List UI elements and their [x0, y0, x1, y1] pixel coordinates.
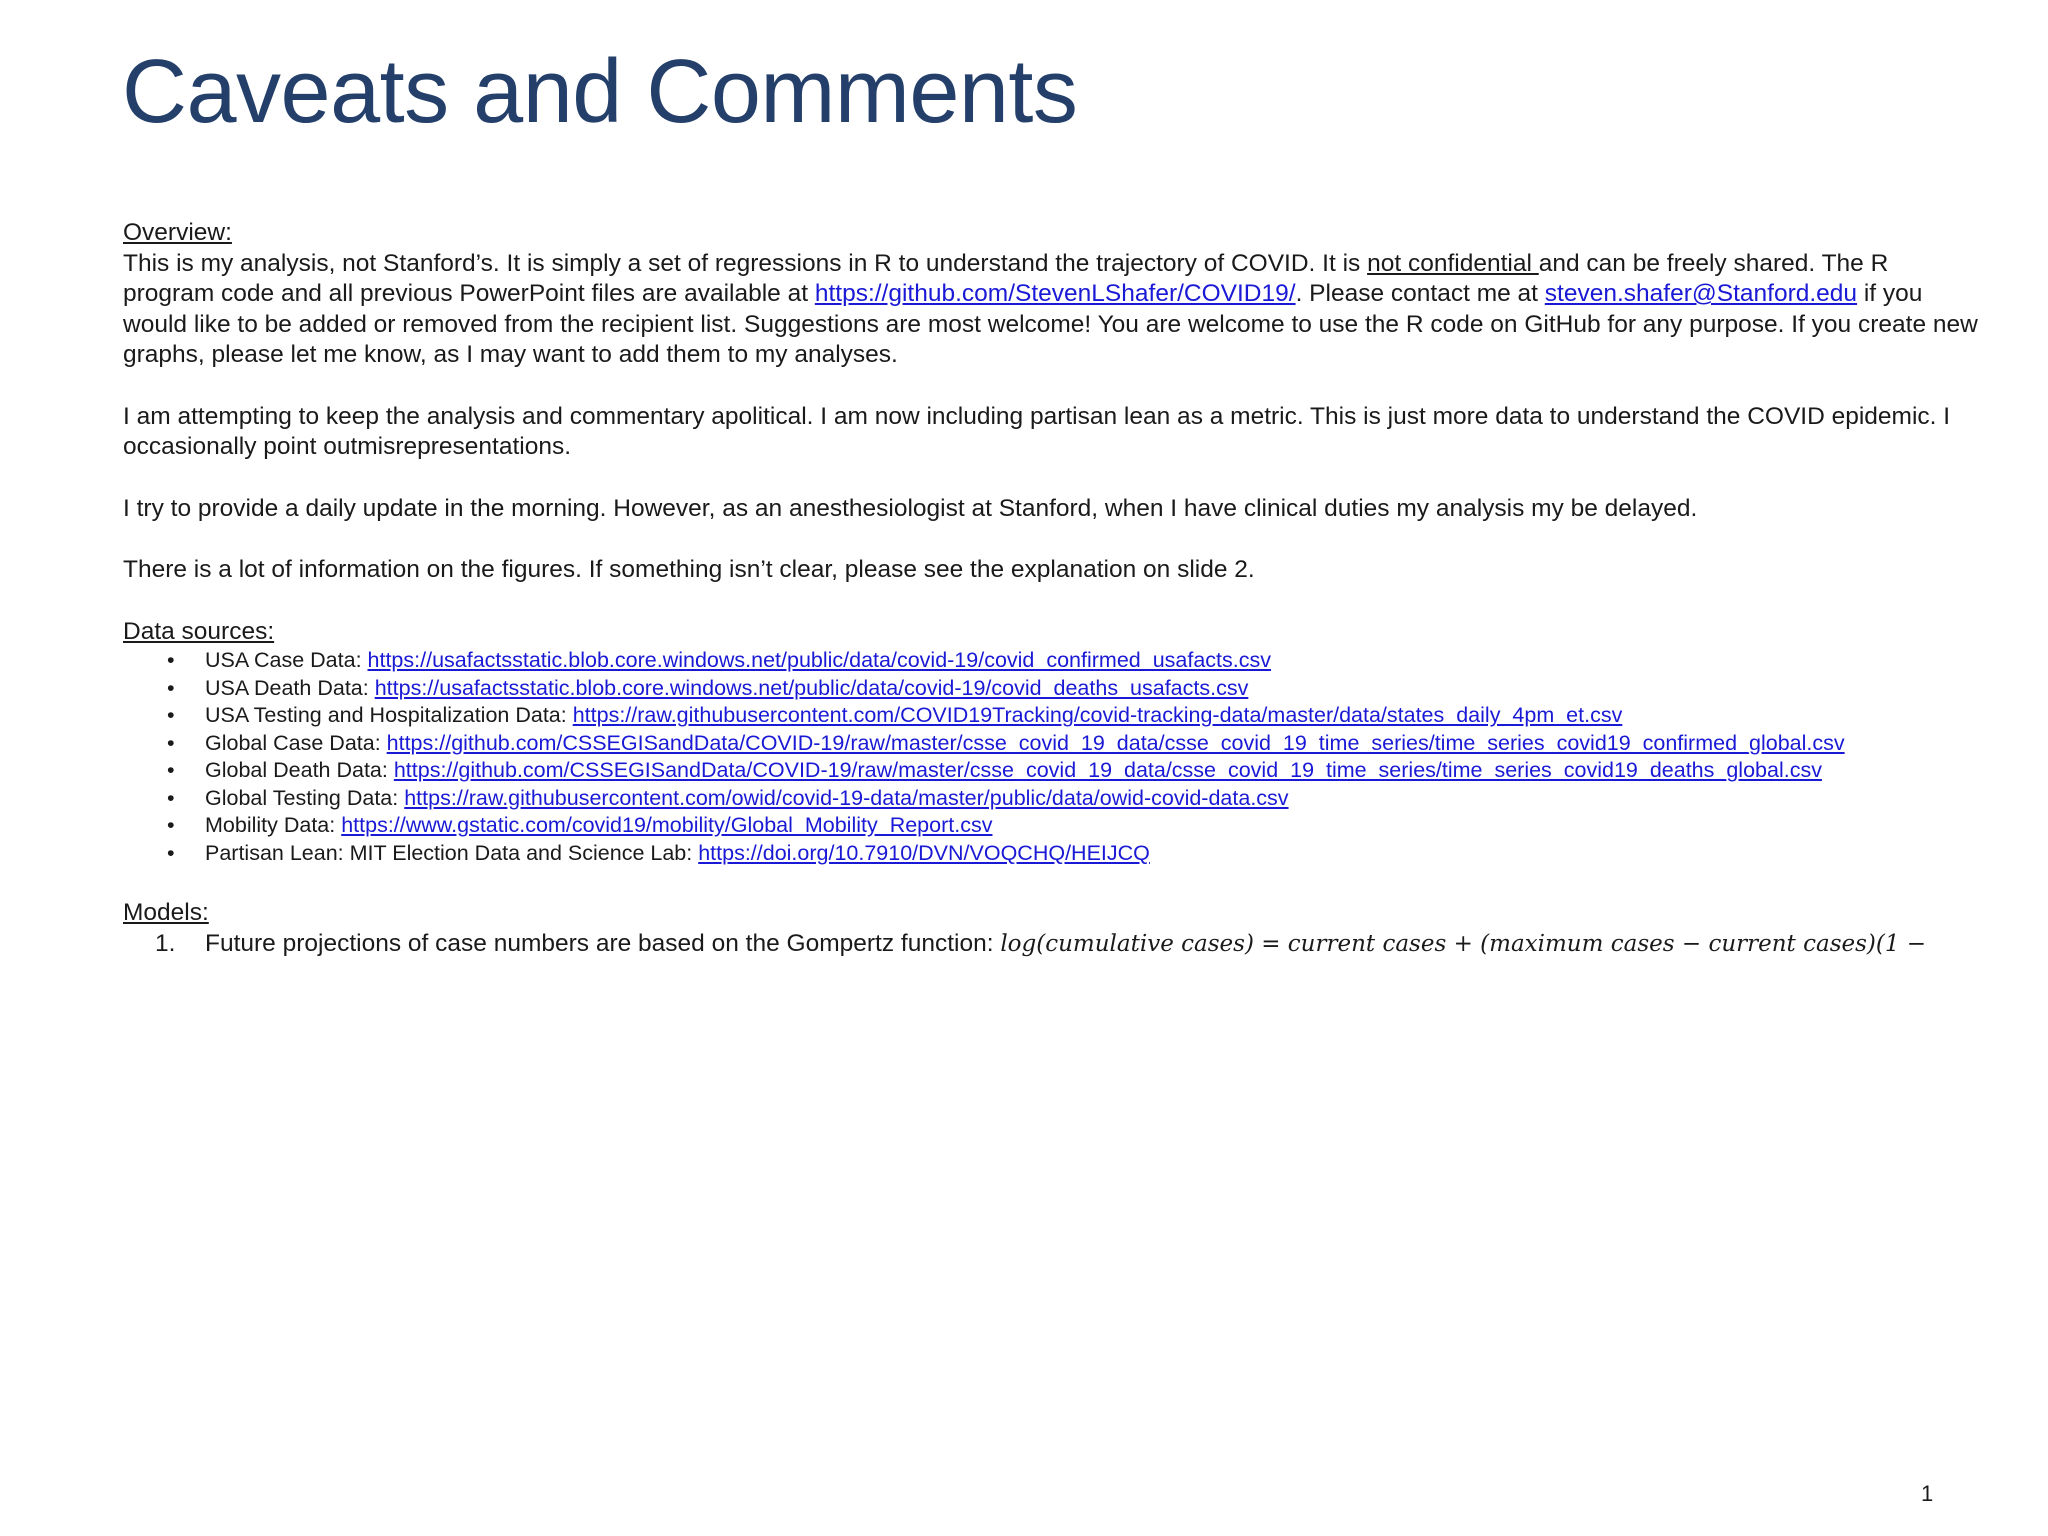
spacer [123, 371, 1983, 402]
data-source-item [123, 647, 1983, 675]
not-confidential-text: not confidential [1367, 249, 1539, 277]
data-source-item [123, 675, 1983, 703]
slide-title: Caveats and Comments [122, 42, 1078, 142]
spacer [123, 867, 1983, 898]
gompertz-formula: log(cumulative cases) = current cases + (maximum cases − current cases)(1 − [1000, 930, 1927, 957]
overview-paragraph-4: There is a lot of information on the figures. If something isn’t clear, please see the explanation on slide 2. [123, 556, 1255, 583]
page-number: 1 [1921, 1481, 1934, 1506]
data-source-item [123, 757, 1983, 785]
data-source-label: Global Death Data: [205, 758, 394, 782]
data-source-link[interactable]: https://github.com/CSSEGISandData/COVID-19/raw/master/csse_covid_19_data/csse_covid_19_time_series/time_series_covid19_deaths_global.csv [393, 758, 1822, 782]
data-source-link[interactable]: https://usafactsstatic.blob.core.windows.net/public/data/covid-19/covid_confirmed_usafacts.csv [367, 648, 1271, 672]
data-sources-list [123, 647, 1983, 867]
data-source-link[interactable]: https://doi.org/10.7910/DVN/VOQCHQ/HEIJCQ [698, 840, 1150, 865]
model-item [123, 929, 1983, 960]
spacer [123, 524, 1983, 555]
overview-text-b: and can be freely shared. The R program code and all previous PowerPoint files are available at [123, 249, 1889, 307]
models-list [123, 929, 1983, 960]
data-source-label: USA Death Data: [205, 675, 375, 700]
model-number: 1. [155, 929, 176, 957]
data-sources-heading: Data sources: [123, 617, 275, 645]
bullet-icon: • [167, 730, 175, 755]
data-source-link[interactable]: https://raw.githubusercontent.com/COVID19Tracking/covid-tracking-data/master/data/states_daily_4pm_et.csv [572, 703, 1623, 727]
overview-paragraph-1 [123, 249, 1983, 371]
data-source-label: USA Testing and Hospitalization Data: [205, 703, 573, 727]
overview-paragraph-2: I am attempting to keep the analysis and commentary apolitical. I am now including partisan lean as a metric. This is just more data to understand the COVID epidemic. I occasionally point outmisrepresentations. [123, 402, 1951, 460]
data-source-item [123, 785, 1983, 813]
overview-heading: Overview: [123, 219, 232, 246]
data-source-link[interactable]: https://raw.githubusercontent.com/owid/covid-19-data/master/public/data/owid-covid-data.csv [404, 785, 1289, 810]
bullet-icon: • [167, 785, 175, 810]
spacer [123, 463, 1983, 494]
bullet-icon: • [167, 758, 175, 782]
data-source-item [123, 840, 1983, 868]
spacer [123, 586, 1983, 617]
overview-text-d: if you would like to be added or removed from the recipient list. Suggestions are most welcome! You are welcome to use the R code on GitHub for any purpose. If you create new graphs, please let me know, as I may want to add them to my analyses. [123, 280, 1978, 368]
data-source-label: Global Testing Data: [205, 785, 405, 810]
models-heading: Models: [123, 899, 209, 926]
data-source-label: USA Case Data: [205, 648, 368, 672]
data-source-label: Global Case Data: [205, 730, 387, 755]
data-source-label: Mobility Data: [205, 813, 342, 837]
model-text: Future projections of case numbers are based on the Gompertz function: [205, 929, 1001, 957]
bullet-icon: • [167, 813, 175, 837]
data-source-item [123, 812, 1983, 840]
bullet-icon: • [167, 675, 175, 700]
email-link[interactable]: steven.shafer@Stanford.edu [1544, 280, 1858, 307]
data-source-label: Partisan Lean: MIT Election Data and Science Lab: [205, 840, 699, 865]
bullet-icon: • [167, 840, 175, 865]
overview-text-c: . Please contact me at [1295, 280, 1545, 307]
overview-text-a: This is my analysis, not Stanford’s. It is simply a set of regressions in R to understand the trajectory of COVID. It is [123, 249, 1368, 277]
data-source-link[interactable]: https://usafactsstatic.blob.core.windows.net/public/data/covid-19/covid_deaths_usafacts.csv [374, 675, 1249, 700]
github-link[interactable]: https://github.com/StevenLShafer/COVID19/ [814, 280, 1296, 307]
data-source-item [123, 730, 1983, 758]
overview-paragraph-3: I try to provide a daily update in the morning. However, as an anesthesiologist at Stanford, when I have clinical duties my analysis my be delayed. [123, 494, 1698, 522]
data-source-link[interactable]: https://github.com/CSSEGISandData/COVID-19/raw/master/csse_covid_19_data/csse_covid_19_time_series/time_series_covid19_confirmed_global.csv [386, 730, 1845, 755]
data-source-item [123, 702, 1983, 730]
data-source-link[interactable]: https://www.gstatic.com/covid19/mobility/Global_Mobility_Report.csv [341, 813, 993, 837]
slide-body [123, 218, 1983, 959]
bullet-icon: • [167, 648, 175, 672]
bullet-icon: • [167, 703, 175, 727]
